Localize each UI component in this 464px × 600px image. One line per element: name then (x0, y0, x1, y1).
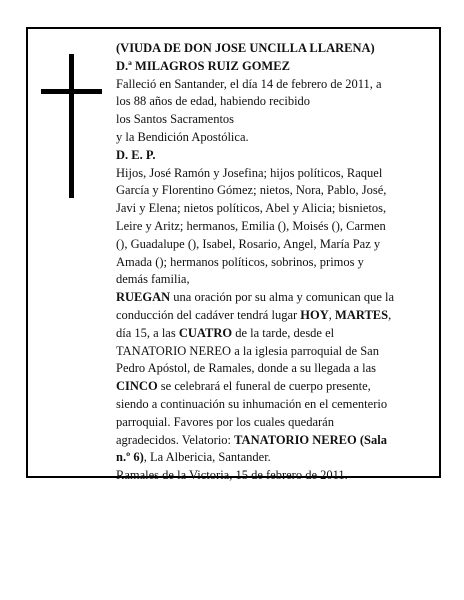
cross-icon (69, 54, 74, 198)
death-line-1: Falleció en Santander, el día 14 de febrero de 2011, a (116, 76, 382, 91)
today-label: HOY (300, 307, 329, 322)
family-line-5: (), Guadalupe (), Isabel, Rosario, Angel, María Paz y (116, 236, 381, 251)
request-line-3 (116, 325, 436, 343)
place-date: Ramales de la Victoria, 15 de febrero de 2011. (116, 468, 348, 483)
request-line-4: TANATORIO NEREO a la iglesia parroquial de San (116, 343, 379, 358)
request-text: se celebrará el funeral de cuerpo presente, (157, 379, 371, 394)
family-line-1: Hijos, José Ramón y Josefina; hijos políticos, Raquel (116, 165, 383, 180)
wake-location: TANATORIO NEREO (Sala (234, 432, 387, 447)
separator: , (388, 307, 392, 322)
request-line-1 (116, 289, 436, 307)
deceased-name: D.ª MILAGROS RUIZ GOMEZ (116, 58, 290, 73)
request-text: una oración por su alma y comunican que la (170, 290, 395, 305)
death-line-4: y la Bendición Apostólica. (116, 129, 249, 144)
death-line-3: los Santos Sacramentos (116, 112, 235, 127)
request-text: día 15, a las (116, 325, 179, 340)
obituary-text (116, 40, 436, 485)
death-line-2: los 88 años de edad, habiendo recibido (116, 94, 311, 109)
family-line-7: demás familia, (116, 272, 190, 287)
obituary-frame (26, 27, 441, 483)
ruegan-label: RUEGAN (116, 290, 171, 305)
separator: , (328, 307, 336, 322)
family-line-6: Amada (); hermanos políticos, sobrinos, primos y (116, 254, 364, 269)
cross-icon-bar (41, 89, 102, 94)
request-text: conducción del cadáver tendrá lugar (116, 307, 301, 322)
request-line-10 (116, 449, 436, 467)
request-text: agradecidos. Velatorio: (116, 432, 235, 447)
family-line-4: Leire y Aritz; hermanos, Emilia (), Moisés (), Carmen (116, 218, 386, 233)
request-line-6 (116, 378, 436, 396)
widow-line: (VIUDA DE DON JOSE UNCILLA LLARENA) (116, 41, 375, 55)
request-line-7: siendo a continuación su inhumación en el cementerio (116, 396, 388, 411)
request-line-9 (116, 432, 436, 450)
funeral-hour-label: CINCO (116, 379, 158, 394)
request-line-8: parroquial. Favores por los cuales quedarán (116, 414, 334, 429)
hour-label: CUATRO (178, 325, 233, 340)
family-line-3: Javi y Elena; nietos políticos, Abel y Alicia; bisnietos, (116, 201, 387, 216)
request-line-5: Pedro Apóstol, de Ramales, donde a su llegada a las (116, 361, 377, 376)
weekday-label: MARTES (335, 307, 389, 322)
request-text: de la tarde, desde el (232, 325, 335, 340)
family-line-2: García y Florentino Gómez; nietos, Nora, Pablo, José, (116, 183, 387, 198)
request-text: , La Albericia, Santander. (143, 450, 271, 465)
rip-label: D. E. P. (116, 147, 156, 162)
request-line-2 (116, 307, 436, 325)
wake-room: n.º 6) (116, 450, 144, 465)
